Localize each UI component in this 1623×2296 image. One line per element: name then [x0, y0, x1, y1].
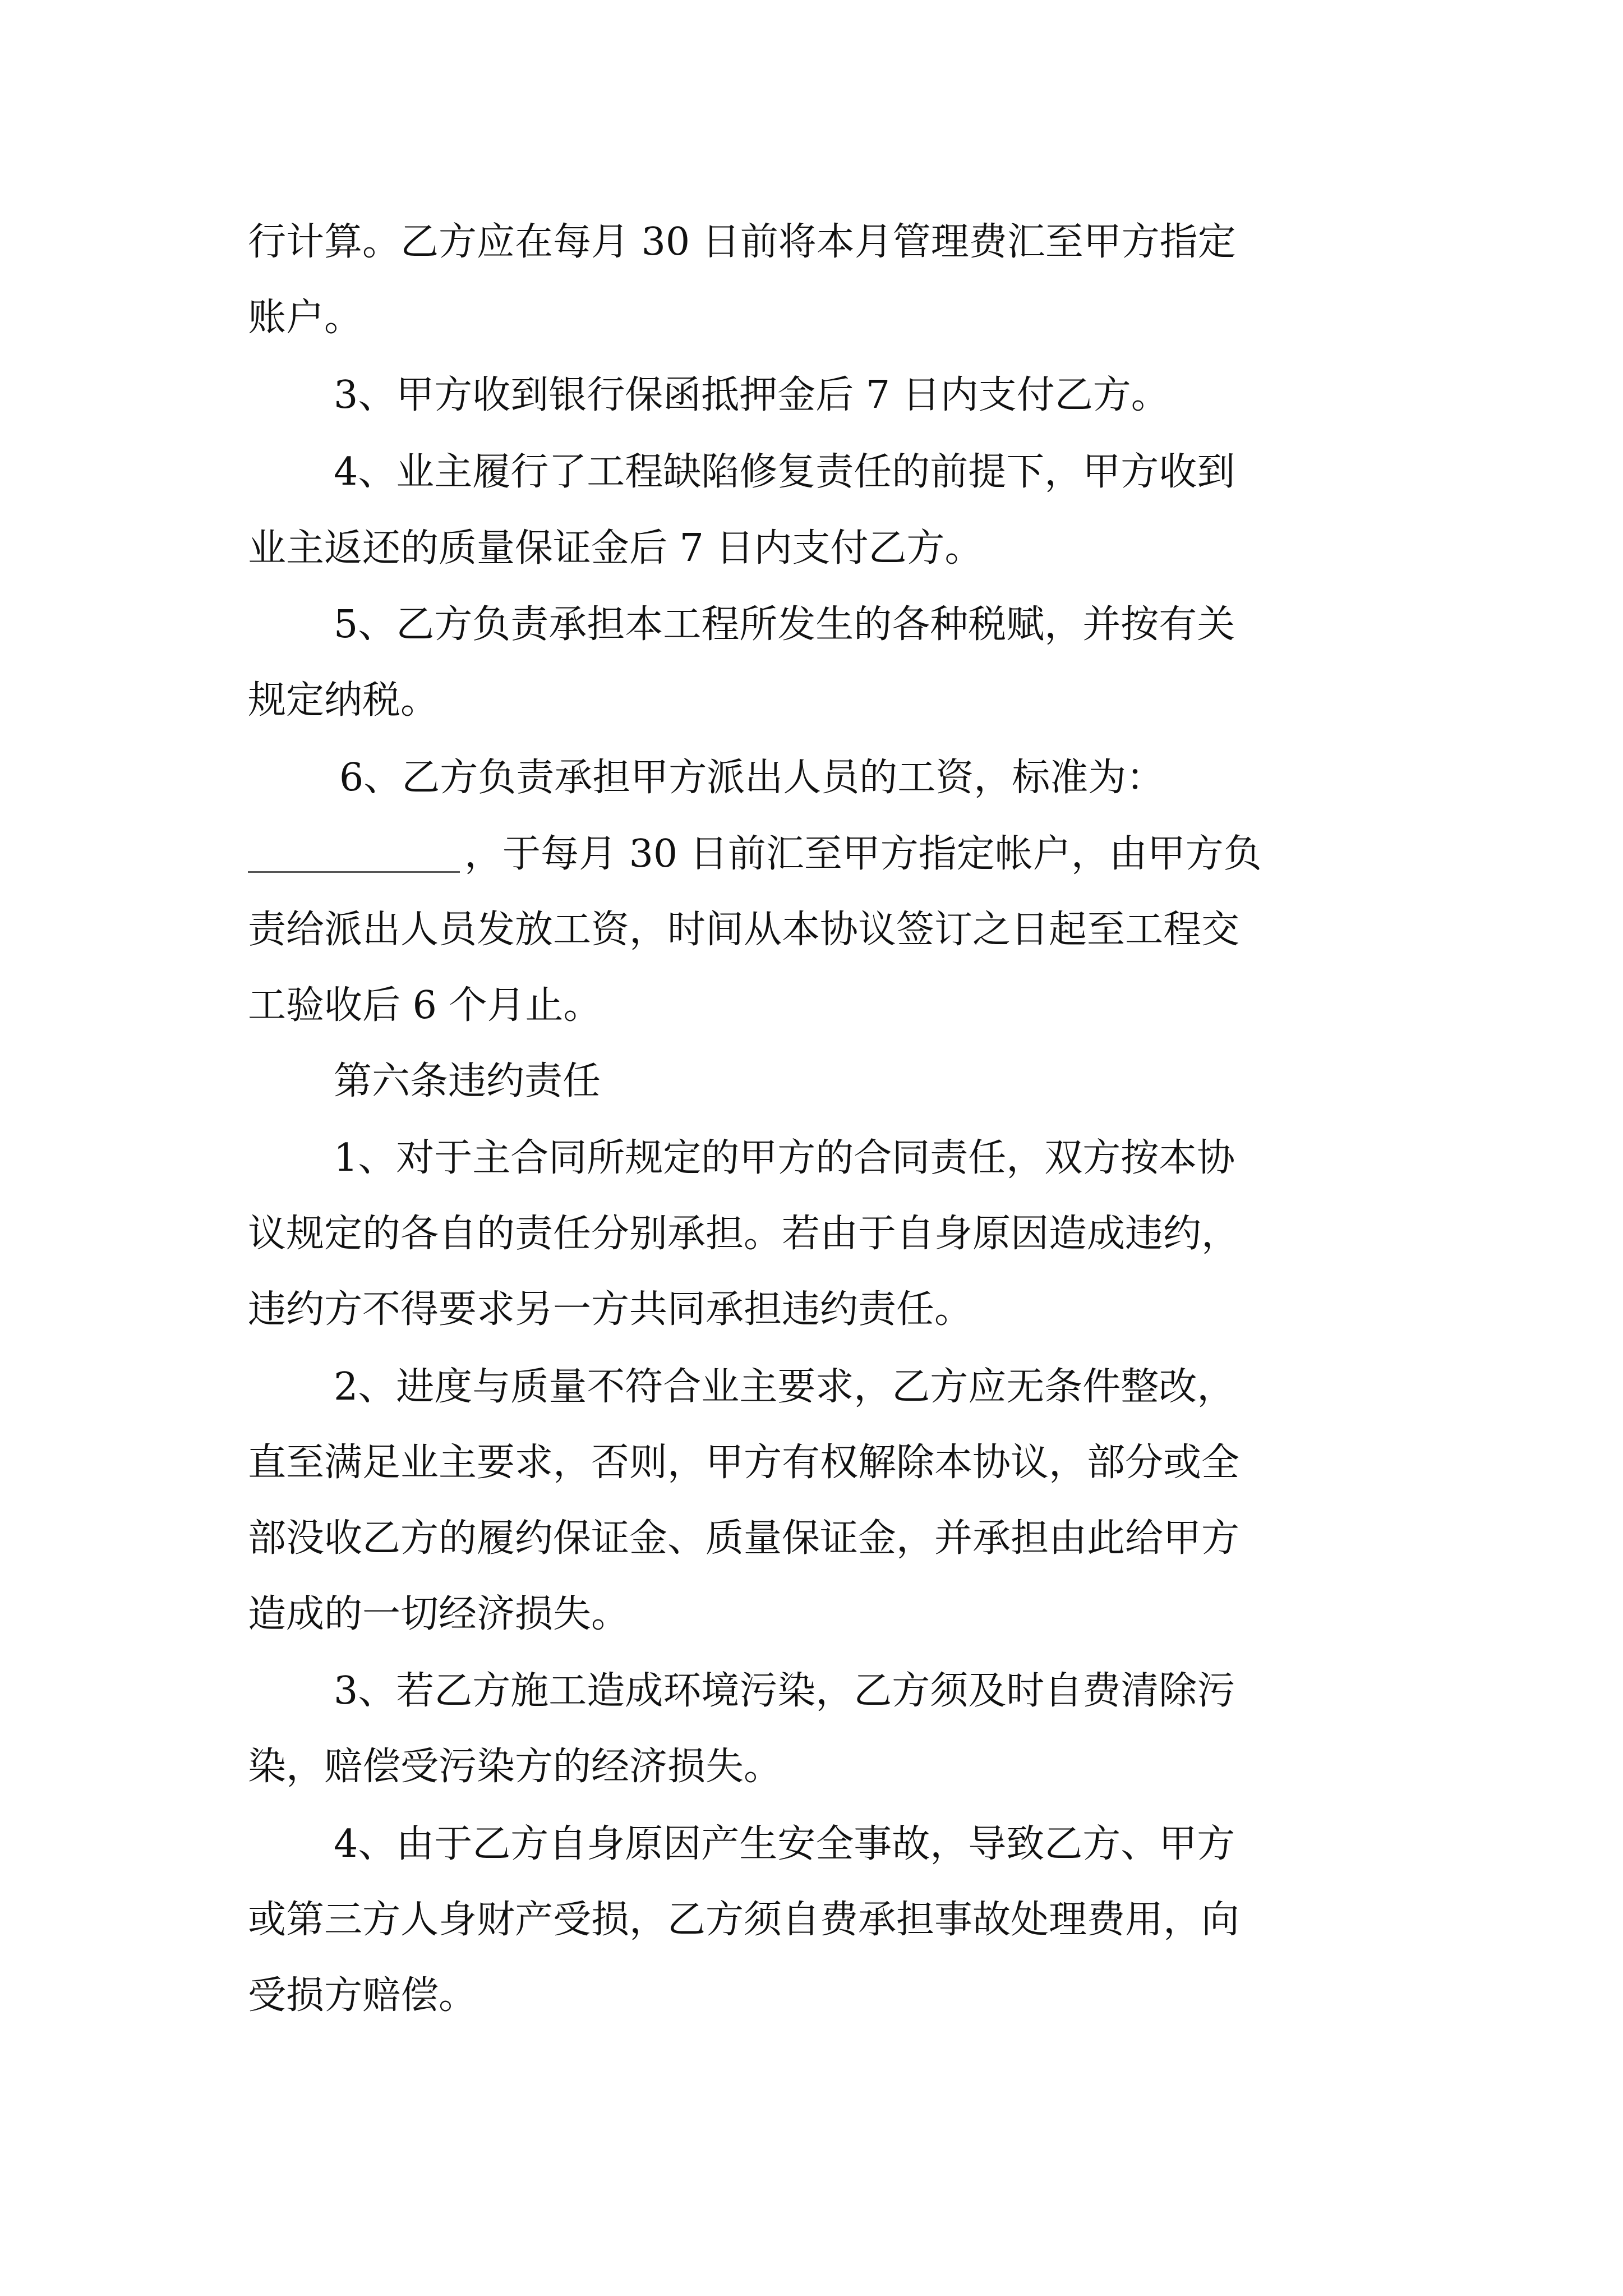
line-text: 工验收后 6 个月止。 [248, 983, 602, 1028]
text-line [0, 1427, 1623, 1499]
fill-in-blank [248, 871, 460, 873]
text-line [0, 1655, 1623, 1728]
section-heading [0, 1045, 1623, 1118]
line-text: 1、对于主合同所规定的甲方的合同责任，双方按本协 [334, 1136, 1235, 1180]
text-line [0, 282, 1623, 355]
line-text: 行计算。乙方应在每月 30 日前将本月管理费汇至甲方指定 [248, 220, 1236, 264]
text-line [0, 1808, 1623, 1881]
line-text: 3、若乙方施工造成环境污染，乙方须及时自费清除污 [334, 1669, 1235, 1713]
text-line [0, 1122, 1623, 1195]
line-text: 2、进度与质量不符合业主要求，乙方应无条件整改， [334, 1365, 1235, 1409]
line-text: 部没收乙方的履约保证金、质量保证金，并承担由此给甲方 [248, 1516, 1240, 1561]
text-line [0, 742, 1623, 815]
text-line [0, 1502, 1623, 1575]
line-text: 规定纳税。 [248, 678, 439, 723]
line-text: 违约方不得要求另一方共同承担违约责任。 [248, 1287, 973, 1332]
text-line [0, 436, 1623, 509]
line-text: 议规定的各自的责任分别承担。若由于自身原因造成违约， [248, 1212, 1240, 1256]
line-text: 业主返还的质量保证金后 7 日内支付乙方。 [248, 526, 983, 570]
line-text: 染，赔偿受污染方的经济损失。 [248, 1745, 782, 1789]
text-line [0, 969, 1623, 1042]
text-line [0, 1959, 1623, 2032]
text-line [0, 359, 1623, 432]
line-text: 4、业主履行了工程缺陷修复责任的前提下，甲方收到 [334, 450, 1235, 494]
line-text: 3、甲方收到银行保函抵押金后 7 日内支付乙方。 [334, 373, 1169, 417]
text-line [0, 818, 1623, 891]
text-line [0, 664, 1623, 737]
line-text: 直至满足业主要求，否则，甲方有权解除本协议，部分或全 [248, 1441, 1240, 1485]
line-text: 受损方赔偿。 [248, 1973, 477, 2018]
text-line [0, 1351, 1623, 1424]
line-text: ，于每月 30 日前汇至甲方指定帐户，由甲方负 [464, 832, 1262, 876]
line-text: 造成的一切经济损失。 [248, 1592, 630, 1636]
text-line [0, 1578, 1623, 1651]
text-line [0, 1731, 1623, 1803]
text-line [0, 1884, 1623, 1957]
text-line [0, 206, 1623, 279]
line-text: 账户。 [248, 296, 363, 340]
text-line [0, 894, 1623, 967]
line-text: 或第三方人身财产受损，乙方须自费承担事故处理费用，向 [248, 1898, 1240, 1942]
line-text: 5、乙方负责承担本工程所发生的各种税赋，并按有关 [334, 602, 1235, 647]
line-text: 责给派出人员发放工资，时间从本协议签订之日起至工程交 [248, 908, 1240, 952]
text-line [0, 1273, 1623, 1346]
text-line [0, 512, 1623, 585]
line-text: 6、乙方负责承担甲方派出人员的工资，标准为： [339, 756, 1165, 800]
text-line [0, 1198, 1623, 1271]
line-text: 第六条违约责任 [334, 1059, 601, 1103]
text-line [0, 588, 1623, 661]
line-text: 4、由于乙方自身原因产生安全事故，导致乙方、甲方 [334, 1822, 1235, 1866]
